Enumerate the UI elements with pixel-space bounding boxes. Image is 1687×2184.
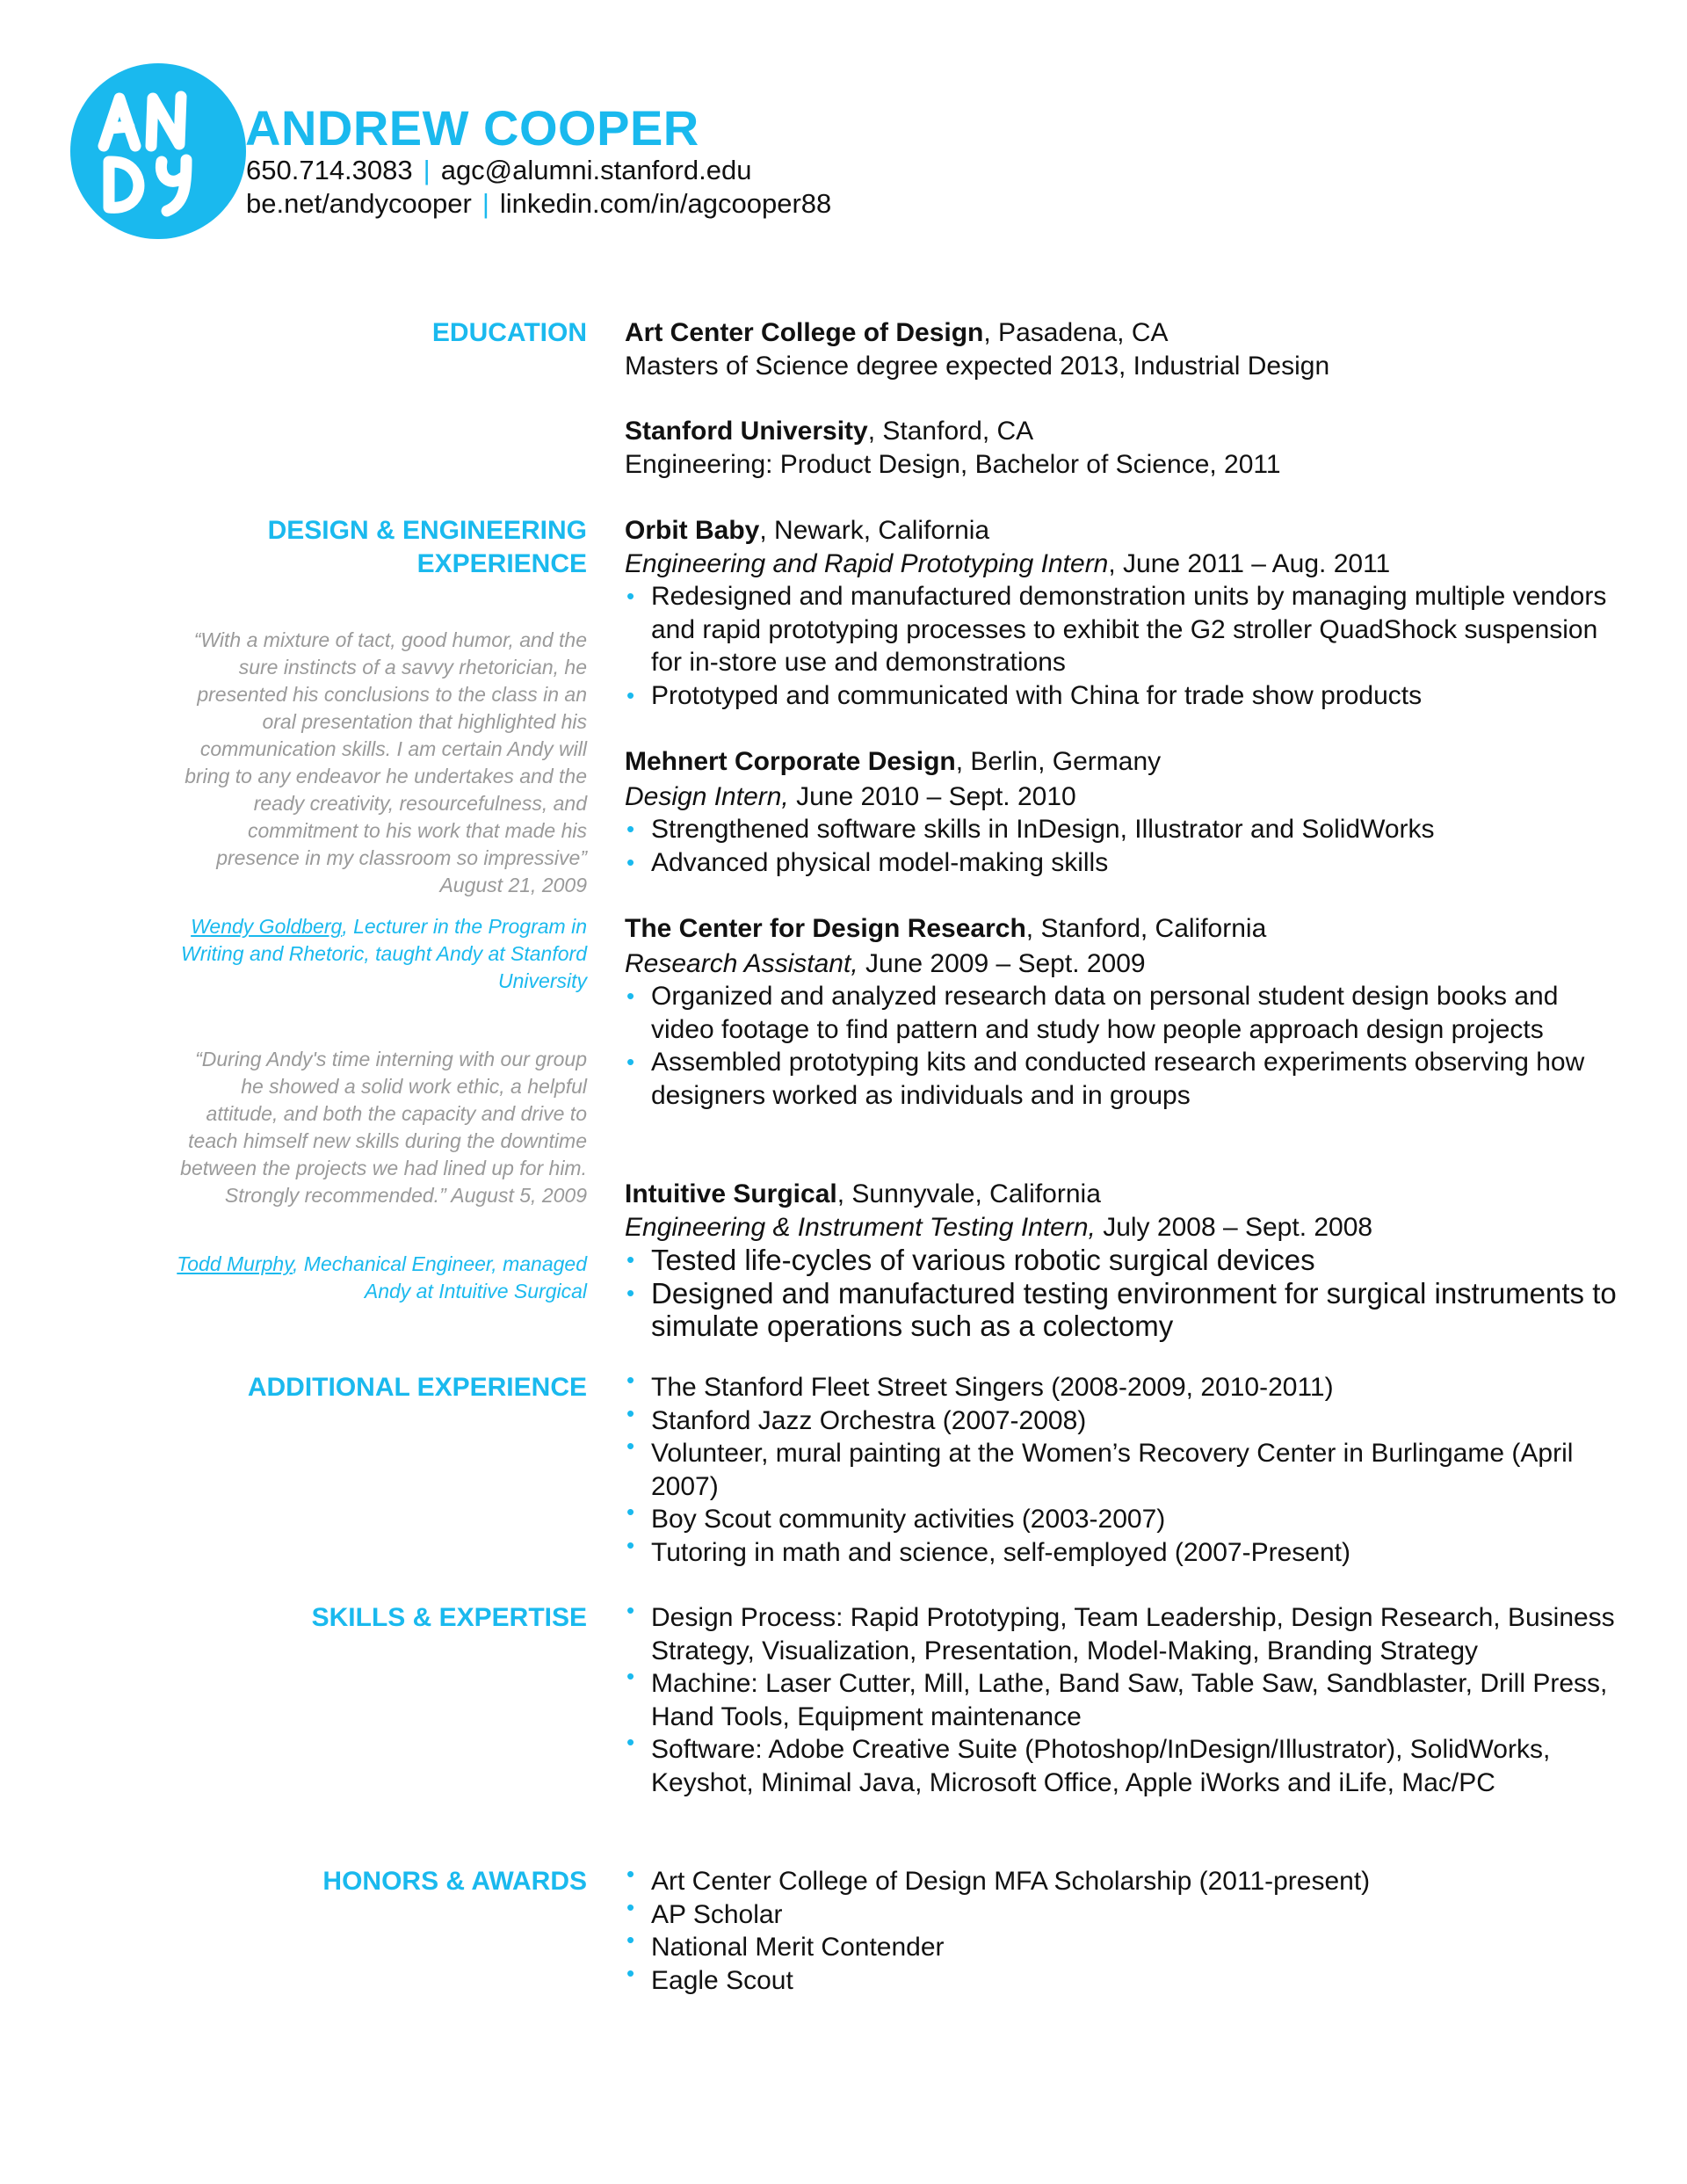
label-line: EXPERIENCE	[416, 549, 587, 578]
author-link[interactable]: Todd Murphy	[177, 1252, 293, 1275]
behance-link[interactable]: be.net/andycooper	[246, 188, 472, 219]
author-link[interactable]: Wendy Goldberg	[191, 915, 343, 938]
list-item: • Eagle Scout	[625, 1964, 1618, 1998]
linkedin-link[interactable]: linkedin.com/in/agcooper88	[499, 188, 832, 219]
testimonial-attribution	[174, 1251, 587, 1305]
section-label-honors: HONORS & AWARDS	[322, 1867, 587, 1896]
list-item: • Strengthened software skills in InDesign, Illustrator and SolidWorks	[625, 813, 1618, 846]
job-entry-cdr	[625, 912, 1618, 1112]
testimonial-quote: “During Andy's time interning with our group he showed a solid work ethic, a helpful attitude, and both the capacity and drive to teach himself new skills during the downtime between the projects we had lined up for him. Strongly recommended.” August 5, 2009	[180, 1048, 587, 1207]
list-item: • Design Process: Rapid Prototyping, Team Leadership, Design Research, Business Strategy, Visualization, Presentation, Model-Making, Branding Strategy	[625, 1601, 1618, 1667]
list-item: • Volunteer, mural painting at the Women’s Recovery Center in Burlingame (April 2007)	[625, 1437, 1618, 1503]
contact-line-2	[246, 187, 831, 221]
company-name: Mehnert Corporate Design	[625, 747, 956, 776]
list-item: • Designed and manufactured testing environment for surgical instruments to simulate operations such as a colectomy	[625, 1277, 1618, 1343]
company-location: , Stanford, California	[1025, 914, 1267, 943]
company-name: The Center for Design Research	[625, 914, 1026, 943]
list-item: • Stanford Jazz Orchestra (2007-2008)	[625, 1404, 1618, 1438]
school-detail: Masters of Science degree expected 2013, Industrial Design	[625, 351, 1330, 381]
list-item: • Advanced physical model-making skills	[625, 846, 1618, 880]
school-detail: Engineering: Product Design, Bachelor of Science, 2011	[625, 449, 1281, 479]
company-location: , Sunnyvale, California	[836, 1179, 1101, 1208]
job-entry-orbit-baby	[625, 514, 1618, 712]
school-location: , Pasadena, CA	[983, 318, 1169, 347]
list-item: • The Stanford Fleet Street Singers (2008-2009, 2010-2011)	[625, 1371, 1618, 1404]
education-section	[625, 316, 1618, 481]
job-dates: June 2010 – Sept. 2010	[788, 781, 1076, 811]
testimonial-attribution	[174, 913, 587, 995]
list-item: • AP Scholar	[625, 1898, 1618, 1932]
contact-line-1	[246, 154, 751, 187]
list-item: • Prototyped and communicated with China for trade show products	[625, 679, 1618, 713]
separator: |	[423, 155, 431, 185]
section-label-additional: ADDITIONAL EXPERIENCE	[247, 1373, 587, 1402]
list-item: • Tutoring in math and science, self-employed (2007-Present)	[625, 1536, 1618, 1570]
phone[interactable]: 650.714.3083	[246, 155, 413, 185]
author-title: , Mechanical Engineer, managed Andy at Intuitive Surgical	[293, 1252, 587, 1302]
job-entry-intuitive	[625, 1178, 1618, 1343]
list-item: • Organized and analyzed research data on personal student design books and video footage to find pattern and study how people approach design projects	[625, 980, 1618, 1046]
company-location: , Newark, California	[759, 516, 990, 545]
section-label-skills: SKILLS & EXPERTISE	[311, 1603, 587, 1632]
job-dates: July 2008 – Sept. 2008	[1095, 1212, 1373, 1242]
separator: |	[481, 188, 489, 219]
list-item: • Art Center College of Design MFA Scholarship (2011-present)	[625, 1865, 1618, 1898]
skills-section	[625, 1601, 1618, 1799]
job-dates: June 2009 – Sept. 2009	[858, 948, 1146, 978]
list-item: • National Merit Contender	[625, 1931, 1618, 1964]
school-name: Art Center College of Design	[625, 318, 984, 347]
company-location: , Berlin, Germany	[955, 747, 1162, 776]
list-item: • Software: Adobe Creative Suite (Photoshop/InDesign/Illustrator), SolidWorks, Keyshot, Minimal Java, Microsoft Office, Apple iWorks and iLife, Mac/PC	[625, 1733, 1618, 1799]
email-link[interactable]: agc@alumni.stanford.edu	[440, 155, 752, 185]
list-item: • Machine: Laser Cutter, Mill, Lathe, Band Saw, Table Saw, Sandblaster, Drill Press, Hand Tools, Equipment maintenance	[625, 1667, 1618, 1733]
company-name: Orbit Baby	[625, 516, 760, 545]
list-item: • Redesigned and manufactured demonstration units by managing multiple vendors and rapid prototyping processes to exhibit the G2 stroller QuadShock suspension for in-store use and demonstrations	[625, 580, 1618, 679]
job-role: Research Assistant,	[625, 948, 858, 978]
school-name: Stanford University	[625, 417, 868, 446]
list-item: • Boy Scout community activities (2003-2007)	[625, 1503, 1618, 1536]
andy-logo	[70, 63, 246, 239]
company-name: Intuitive Surgical	[625, 1179, 837, 1208]
additional-section	[625, 1371, 1618, 1569]
job-role: Engineering and Rapid Prototyping Intern	[625, 548, 1109, 578]
testimonial-quote: “With a mixture of tact, good humor, and the sure instincts of a savvy rhetorician, he presented his conclusions to the class in an oral presentation that highlighted his communication skills. I am certain Andy will bring to any endeavor he undertakes and the ready creativity, resourcefulness, and commitment to his work that made his presence in my classroom so impressive” August 21, 2009	[185, 628, 587, 896]
section-label-education: EDUCATION	[431, 318, 587, 347]
author-title: , Lecturer in the Program in Writing and Rhetoric, taught Andy at Stanford University	[181, 915, 587, 992]
job-role: Engineering & Instrument Testing Intern,	[625, 1212, 1096, 1242]
job-dates: , June 2011 – Aug. 2011	[1108, 548, 1391, 578]
candidate-name: ANDREW COOPER	[245, 100, 699, 156]
list-item: • Assembled prototyping kits and conducted research experiments observing how designers worked as individuals and in groups	[625, 1046, 1618, 1112]
honors-section	[625, 1865, 1618, 1997]
job-entry-mehnert	[625, 745, 1618, 879]
school-entry	[625, 415, 1618, 448]
section-label-experience	[268, 514, 587, 581]
label-line: DESIGN & ENGINEERING	[267, 516, 587, 545]
list-item: • Tested life-cycles of various robotic surgical devices	[625, 1244, 1618, 1277]
andy-logo-lettering	[70, 63, 246, 239]
school-entry	[625, 316, 1618, 350]
job-role: Design Intern,	[625, 781, 789, 811]
school-location: , Stanford, CA	[867, 417, 1034, 446]
